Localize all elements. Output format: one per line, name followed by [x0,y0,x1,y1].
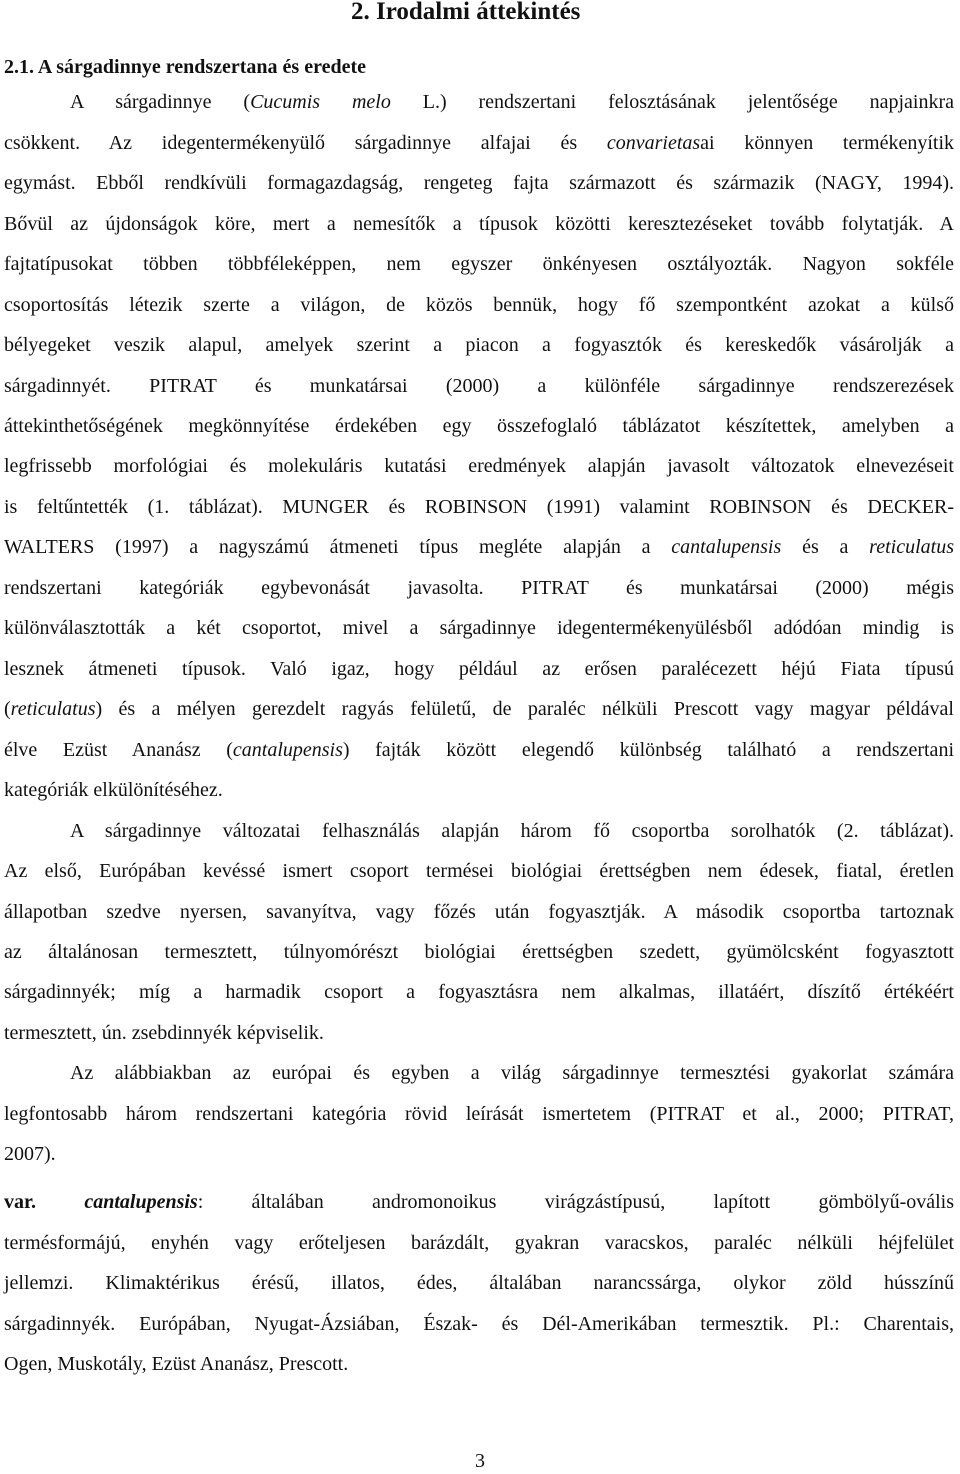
text-run: bélyegeket veszik alapul, amelyek szerint a piacon a fogyasztók és kereskedők vásárolják a [4,334,954,356]
text-line [4,493,954,521]
text-line [4,736,954,764]
text-run: kategóriák elkülönítéséhez. [4,779,223,801]
text-line [4,1229,954,1257]
text-line [70,88,954,116]
text-line [4,1019,954,1047]
text-run [36,1191,84,1213]
text-line [4,250,954,278]
text-run: ) fajták között elegendő különbség található a rendszertani [342,739,954,761]
text-line [4,898,954,926]
text-line [70,817,954,845]
text-run: Ogen, Muskotály, Ezüst Ananász, Prescott. [4,1353,349,1375]
text-run: A sárgadinnye ( [70,91,251,113]
text-run: termésformájú, enyhén vagy erőteljesen barázdált, gyakran varacskos, paraléc nélküli héjfelület [4,1232,954,1254]
text-line [4,655,954,683]
text-run: 2007). [4,1143,56,1165]
text-run: WALTERS (1997) a nagyszámú átmeneti típus megléte alapján a [4,536,672,558]
text-run: Az alábbiakban az európai és egyben a világ sárgadinnye termesztési gyakorlat számára [70,1062,954,1084]
text-run: ai könnyen termékenyítik [700,132,954,154]
text-line [4,210,954,238]
text-run: legfrissebb morfológiai és molekuláris kutatási eredmények alapján javasolt változatok elnevezéseit [4,455,954,477]
text-run: Bővül az újdonságok köre, mert a nemesítők a típusok közötti keresztezéseket tovább folytatják. A [4,213,954,235]
section-title: 2.1. A sárgadinnye rendszertana és eredete [4,56,367,78]
italic-term: cantalupensis [232,739,343,761]
text-run: ( [4,698,11,720]
text-run: csoportosítás létezik szerte a világon, de közös bennük, hogy fő szempontként azokat a külső [4,294,954,316]
text-run: rendszertani kategóriák egybevonását javasolta. PITRAT és munkatársai (2000) mégis [4,577,954,599]
italic-term: cantalupensis [671,536,782,558]
text-run: állapotban szedve nyersen, savanyítva, vagy főzés után fogyasztják. A második csoportba tartoznak [4,901,954,923]
text-run: egymást. Ebből rendkívüli formagazdagság, rengeteg fajta származott és származik (NAGY, 1994). [4,172,954,194]
text-run: csökkent. Az idegentermékenyülő sárgadinnye alfajai és [4,132,607,154]
text-run: áttekinthetőségének megkönnyítése érdekében egy összefoglaló táblázatot készítettek, amelyben a [4,415,954,437]
text-run: jellemzi. Klimaktérikus érésű, illatos, édes, általában narancssárga, olykor zöld hússzínű [4,1272,954,1294]
text-line [4,614,954,642]
text-line [4,857,954,885]
text-line [4,574,954,602]
text-run: fajtatípusokat többen többféleképpen, nem egyszer önkényesen osztályozták. Nagyon sokféle [4,253,954,275]
text-line [4,412,954,440]
text-line [4,331,954,359]
text-run: legfontosabb három rendszertani kategória rövid leírását ismertetem (PITRAT et al., 2000; PITRAT, [4,1103,954,1125]
text-line [70,1059,954,1087]
italic-term: reticulatus [10,698,96,720]
text-run: különválasztották a két csoportot, mivel a sárgadinnye idegentermékenyülésből adódóan mindig is [4,617,954,639]
text-run: is feltűntették (1. táblázat). MUNGER és ROBINSON (1991) valamint ROBINSON és DECKER- [4,496,954,518]
text-line [4,169,954,197]
text-run: az általánosan termesztett, túlnyomórészt biológiai érettségben szedett, gyümölcsként fogyasztott [4,941,954,963]
italic-term: Cucumis melo [250,91,391,113]
italic-term: reticulatus [869,536,954,558]
text-line [4,978,954,1006]
text-run: termesztett, ún. zsebdinnyék képviselik. [4,1022,324,1044]
text-run: élve Ezüst Ananász ( [4,739,233,761]
text-run: sárgadinnyék; míg a harmadik csoport a fogyasztásra nem alkalmas, illatáért, díszítő értékéért [4,981,954,1003]
text-line [4,1100,954,1128]
text-line [4,1140,954,1168]
text-run: sárgadinnyét. PITRAT és munkatársai (2000) a különféle sárgadinnye rendszerezések [4,375,954,397]
text-line [4,1310,954,1338]
bold-term: var. [4,1191,37,1213]
text-line [4,938,954,966]
text-line [4,1188,954,1216]
text-run: és a [781,536,870,558]
text-run: L.) rendszertani felosztásának jelentősége napjainkra [390,91,954,113]
text-line [4,533,954,561]
text-run: Az első, Európában kevéssé ismert csoport termései biológiai érettségben nem édesek, fiatal, éretlen [4,860,954,882]
text-line [4,1269,954,1297]
text-line [4,695,954,723]
text-run: ) és a mélyen gerezdelt ragyás felületű, de paraléc nélküli Prescott vagy magyar példával [95,698,954,720]
text-line [4,452,954,480]
text-line [4,1350,954,1378]
italic-term: convarietas [606,132,701,154]
italic-term: cantalupensis [84,1191,198,1213]
chapter-title: 2. Irodalmi áttekintés [351,0,581,25]
text-line [4,372,954,400]
text-run: : általában andromonoikus virágzástípusú, lapított gömbölyű-ovális [197,1191,954,1213]
text-run: sárgadinnyék. Európában, Nyugat-Ázsiában, Észak- és Dél-Amerikában termesztik. Pl.: Charentais, [4,1313,954,1335]
text-run: A sárgadinnye változatai felhasználás alapján három fő csoportba sorolhatók (2. táblázat). [70,820,954,842]
text-line [4,776,954,804]
text-line [4,291,954,319]
text-line [4,129,954,157]
page-number: 3 [475,1450,485,1472]
text-run: lesznek átmeneti típusok. Való igaz, hogy például az erősen paralécezett héjú Fiata típusú [4,658,954,680]
